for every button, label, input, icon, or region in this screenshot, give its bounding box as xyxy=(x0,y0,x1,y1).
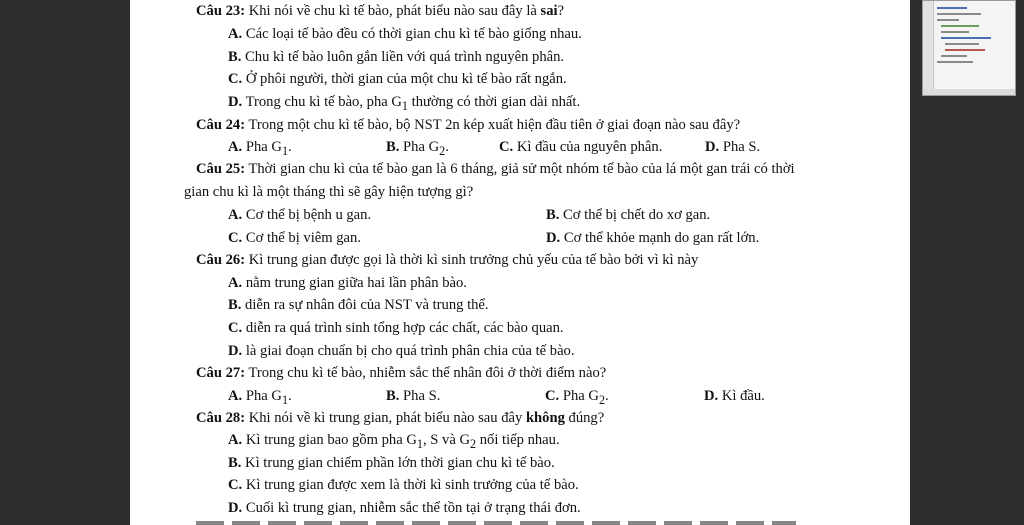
question-23: Câu 23: Khi nói về chu kì tế bào, phát biểu nào sau đây là sai? xyxy=(196,3,565,19)
question-26-text: Kì trung gian được gọi là thời kì sinh trưởng chủ yếu của tế bào bởi vì kì này xyxy=(245,252,699,268)
question-27-label: Câu 27: xyxy=(196,365,246,381)
question-27-option-b: B. Pha S. xyxy=(386,388,441,404)
question-24 xyxy=(196,116,740,134)
question-27-option-c: C. Pha $G_2$. xyxy=(545,388,609,407)
question-23-text: Khi nói về chu kì tế bào, phát biểu nào sau đây là xyxy=(245,3,541,19)
thumbnail-line xyxy=(941,55,967,57)
question-23-option-d: D. Trong chu kì tế bào, pha $G_1$ thường có thời gian dài nhất. xyxy=(228,94,581,113)
question-26-option-d: D. là giai đoạn chuẩn bị cho quá trình phân chia của tế bào. xyxy=(228,343,575,359)
question-28-emphasis: không xyxy=(525,410,565,426)
thumbnail-line xyxy=(937,61,973,63)
question-25 xyxy=(196,160,795,178)
question-23-option-a: A. Các loại tế bào đều có thời gian chu kì tế bào giống nhau. xyxy=(228,26,582,42)
question-28-text: Khi nói về kì trung gian, phát biểu nào sau đây xyxy=(245,410,526,426)
question-27-option-d: D. Kì đầu. xyxy=(704,388,765,404)
question-28: Câu 28: Khi nói về kì trung gian, phát biểu nào sau đây không đúng? xyxy=(196,410,605,426)
question-28-option-c: C. Kì trung gian được xem là thời kì sinh trưởng của tế bào. xyxy=(228,477,579,493)
question-25-text: Thời gian chu kì của tế bào gan là 6 tháng, giả sử một nhóm tế bào của lá một gan trái có thời xyxy=(245,161,795,177)
thumbnail-line xyxy=(941,37,991,39)
next-question-cutoff xyxy=(196,521,796,525)
question-26-option-b: B. diễn ra sự nhân đôi của NST và trung thể. xyxy=(228,297,489,313)
thumbnail-line xyxy=(937,19,959,21)
question-25-option-c: C. Cơ thể bị viêm gan. xyxy=(228,230,361,246)
thumbnail-line xyxy=(945,43,979,45)
question-24-label: Câu 24: xyxy=(196,117,246,133)
question-23-option-c: C. Ở phôi người, thời gian của một chu kì tế bào rất ngắn. xyxy=(228,71,567,87)
question-27-option-a: A. Pha $G_1$. xyxy=(228,388,292,407)
question-24-option-b: B. Pha $G_2$. xyxy=(386,139,449,158)
question-23-option-b: B. Chu kì tế bào luôn gắn liền với quá trình nguyên phân. xyxy=(228,49,565,65)
question-24-text: Trong một chu kì tế bào, bộ NST 2n kép xuất hiện đầu tiên ở giai đoạn nào sau đây? xyxy=(245,117,741,133)
question-26-option-a: A. nằm trung gian giữa hai lần phân bào. xyxy=(228,275,467,291)
question-28-option-d: D. Cuối kì trung gian, nhiễm sắc thể tồn tại ở trạng thái đơn. xyxy=(228,500,581,516)
question-28-label: Câu 28: xyxy=(196,410,246,426)
question-25-label: Câu 25: xyxy=(196,161,246,177)
question-27 xyxy=(196,364,606,382)
question-24-option-a: A. Pha $G_1$. xyxy=(228,139,292,158)
question-24-option-c: C. Kì đầu của nguyên phân. xyxy=(499,139,663,155)
question-26-label: Câu 26: xyxy=(196,252,246,268)
question-25-continuation: gian chu kì là một tháng thì sẽ gây hiện tượng gì? xyxy=(184,184,474,200)
question-25-option-a: A. Cơ thể bị bệnh u gan. xyxy=(228,207,372,223)
thumbnail-line xyxy=(937,7,967,9)
left-background xyxy=(0,0,130,525)
question-27-text: Trong chu kì tế bào, nhiễm sắc thể nhân đôi ở thời điểm nào? xyxy=(245,365,607,381)
question-24-option-d: D. Pha S. xyxy=(705,139,761,155)
question-25-option-b: B. Cơ thể bị chết do xơ gan. xyxy=(546,207,711,223)
thumbnail-line xyxy=(941,25,979,27)
question-26-option-c: C. diễn ra quá trình sinh tổng hợp các chất, các bào quan. xyxy=(228,320,564,336)
thumbnail-line xyxy=(945,49,985,51)
thumbnail-line xyxy=(937,13,981,15)
thumbnail-sidebar xyxy=(923,1,934,96)
question-25-option-d: D. Cơ thể khỏe mạnh do gan rất lớn. xyxy=(546,230,760,246)
question-28-option-a: A. Kì trung gian bao gồm pha $G_1$, S và $G_2$ nối tiếp nhau. xyxy=(228,432,560,451)
question-28-option-b: B. Kì trung gian chiếm phần lớn thời gian chu kì tế bào. xyxy=(228,455,555,471)
window-thumbnail[interactable] xyxy=(922,0,1016,96)
question-26 xyxy=(196,251,698,269)
question-23-emphasis: sai xyxy=(540,3,558,19)
document-page xyxy=(130,0,910,525)
thumbnail-line xyxy=(941,31,969,33)
question-23-label: Câu 23: xyxy=(196,3,246,19)
thumbnail-statusbar xyxy=(923,89,1016,95)
